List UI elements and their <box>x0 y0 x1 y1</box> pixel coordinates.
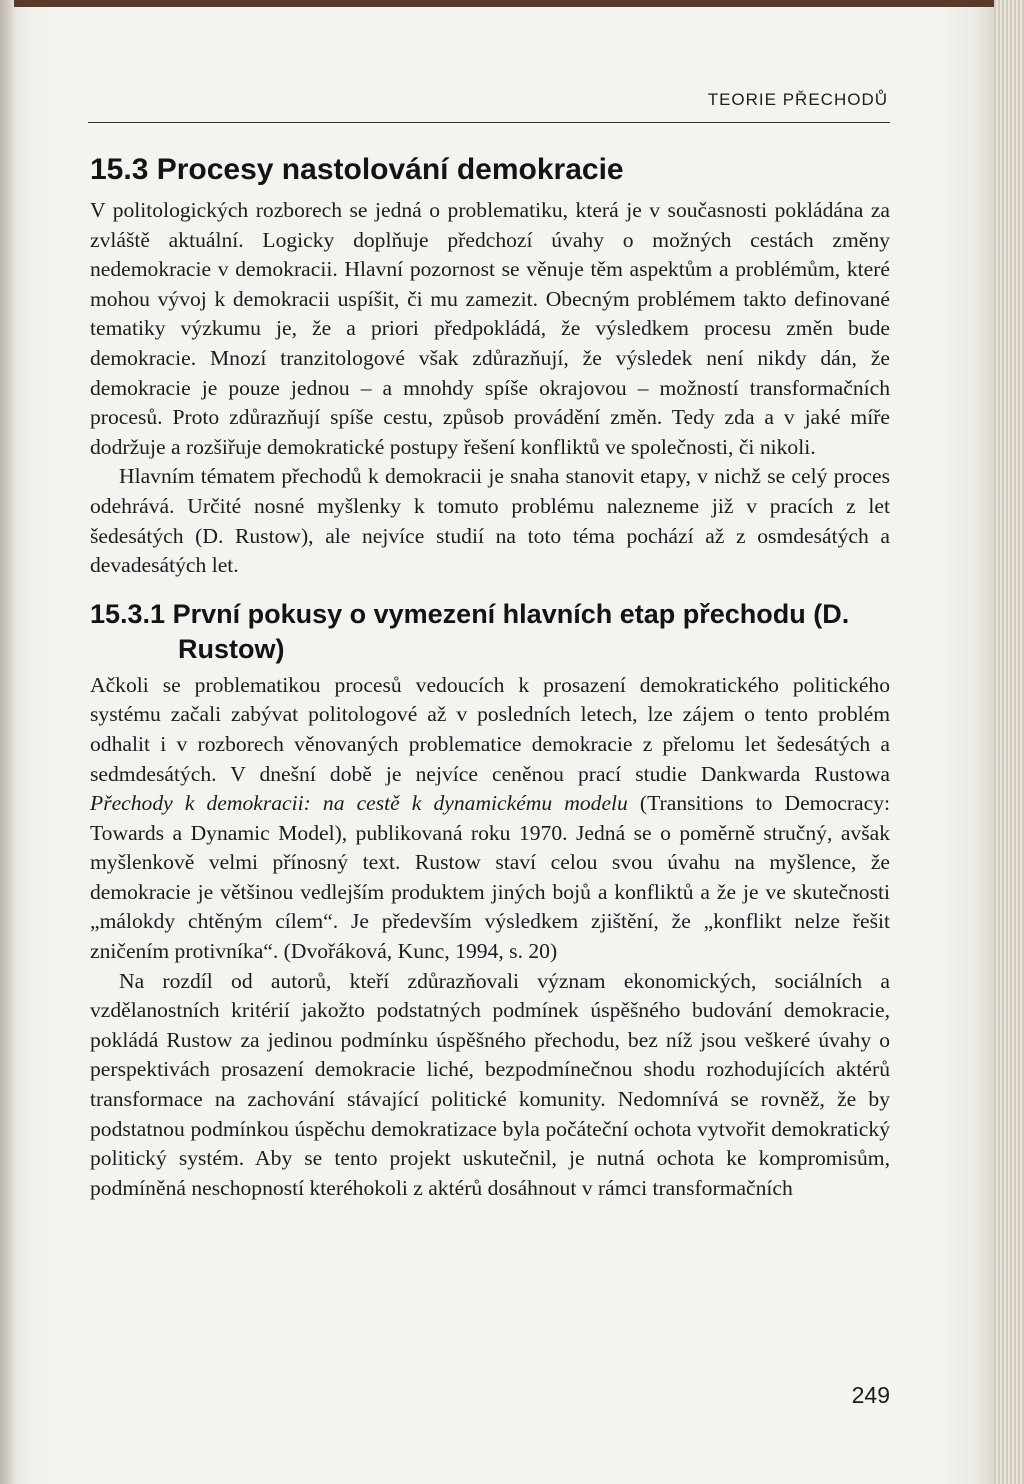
page-stack-edge <box>994 0 1024 1484</box>
page-top-edge <box>0 0 1024 7</box>
header-rule <box>88 122 890 123</box>
paragraph-1: V politologických rozborech se jedná o problematiku, která je v současnosti pokládána za zvláště aktuální. Logicky doplňuje předchozí úvahy o možných cestách změny nedemokracie v demokracii. Hlavní pozornost se věnuje těm aspektům a problémům, které mohou vývoj k demokracii uspíšit, či mu zamezit. Obecným problémem takto definované tematiky výzkumu je, že a priori předpokládá, že výsledkem procesu změn bude demokracie. Mnozí tranzitologové však zdůrazňují, že výsledek není nikdy dán, že demokracie je pouze jednou – a mnohdy spíše okrajovou – možností transformačních procesů. Proto zdůrazňují spíše cestu, způsob provádění změn. Tedy zda a v jaké míře dodržuje a rozšiřuje demokratické postupy řešení konfliktů ve společnosti, či nikoli. <box>90 198 890 459</box>
subsection-heading: 15.3.1 První pokusy o vymezení hlavních etap přechodu (D. Rustow) <box>90 598 850 664</box>
section-heading: 15.3 Procesy nastolování demokracie <box>90 153 624 186</box>
paragraph-3 <box>90 671 890 967</box>
running-head: TEORIE PŘECHODŮ <box>707 90 888 109</box>
book-title-italic: Přechody k demokracii: na cestě k dynamickému modelu <box>90 791 628 816</box>
paragraph-2: Hlavním tématem přechodů k demokracii je snaha stanovit etapy, v nichž se celý proces odehrává. Určité nosné myšlenky k tomuto problému nalezneme již v pracích z let šedesátých (D. Rustow), ale nejvíce studií na toto téma pochází až z osmdesátých a devadesátých let. <box>90 464 890 578</box>
paragraph-4: Na rozdíl od autorů, kteří zdůrazňovali význam ekonomických, sociálních a vzdělanostních kritérií jakožto podstatných podmínek úspěšného budování demokracie, pokládá Rustow za jedinou podmínku úspěšného přechodu, bez níž jsou veškeré úvahy o perspektivách prosazení demokracie liché, bezpodmínečnou shodu rozhodujících aktérů transformace na zachování stávající politické komunity. Nedomnívá se rovněž, že by podstatnou podmínkou úspěchu demokratizace byla počáteční ochota vytvořit demokratický politický systém. Aby se tento projekt uskutečnil, je nutná ochota ke kompromisům, podmíněná neschopností kteréhokoli z aktérů dosáhnout v rámci transformačních <box>90 968 890 1200</box>
page-body <box>90 144 890 1203</box>
paragraph-3-before-title: Ačkoli se problematikou procesů vedoucích k prosazení demokratického politického systému začali zabývat politologové až v posledních letech, lze zájem o tento problém odhalit i v rozborech věnovaných problematice demokracie z přelomu let šedesátých a sedmdesátých. V dnešní době je nejvíce ceněnou prací studie Dankwarda Rustowa <box>90 672 890 786</box>
page-number: 249 <box>851 1382 890 1408</box>
paragraph-3-after-title: (Transitions to Democracy: Towards a Dynamic Model), publikovaná roku 1970. Jedná se o poměrně stručný, avšak myšlenkově velmi přínosný text. Rustow staví celou svou úvahu na myšlence, že demokracie je většinou vedlejším produktem jiných bojů a konfliktů a že je ve skutečnosti „málokdy chtěným cílem“. Je především výsledkem zjištění, že „konflikt nelze řešit zničením protivníka“. (Dvořáková, Kunc, 1994, s. 20) <box>90 791 890 964</box>
book-spine-shadow <box>0 0 14 1484</box>
